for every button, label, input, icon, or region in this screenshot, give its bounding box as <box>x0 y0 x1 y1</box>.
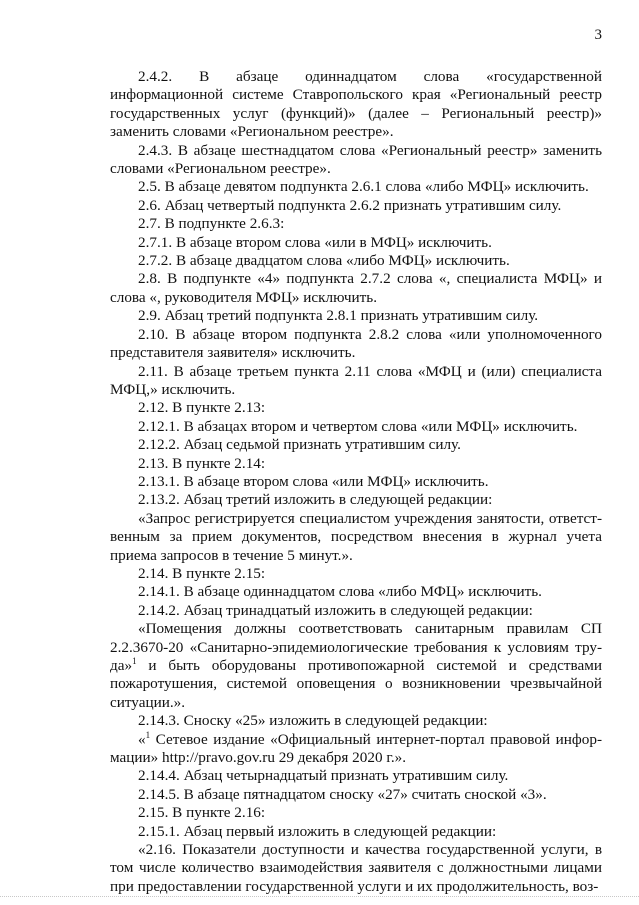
document-body <box>110 68 602 896</box>
paragraph-2-7-1: 2.7.1. В абзаце втором слова «или в МФЦ» исключить. <box>138 233 492 251</box>
paragraph-2-13: 2.13. В пункте 2.14: <box>138 454 266 472</box>
paragraph-2-7: 2.7. В подпункте 2.6.3: <box>138 215 285 233</box>
paragraph-2-12-1: 2.12.1. В абзацах втором и четвертом слова «или МФЦ» исключить. <box>138 417 578 435</box>
paragraph-2-15: 2.15. В пункте 2.16: <box>138 804 266 822</box>
paragraph-2-12-2: 2.12.2. Абзац седьмой признать утратившим силу. <box>138 436 461 454</box>
scan-edge-line <box>0 896 639 897</box>
paragraph-2-14: 2.14. В пункте 2.15: <box>138 564 266 582</box>
paragraph-2-11: 2.11. В абзаце третьем пункта 2.11 слова «МФЦ и (или) специалиста МФЦ,» исключить. <box>110 362 602 398</box>
paragraph-2-6: 2.6. Абзац четвертый подпункта 2.6.2 признать утратившим силу. <box>138 196 562 214</box>
premises-text-end: и быть оборудованы противопожарной системой и средствами пожаротушения, системой оповещения о возникновении чрезвычайной ситуации.». <box>110 657 602 711</box>
footnote-text: Сетевое издание «Официальный интернет-портал правовой информации» http://pravo.gov.ru 29 декабря 2020 г.». <box>110 730 602 767</box>
paragraph-2-4-3: 2.4.3. В абзаце шестнадцатом слова «Региональный реестр» заменить словами «Региональном реестре». <box>110 141 602 178</box>
paragraph-2-8: 2.8. В подпункте «4» подпункта 2.7.2 слова «, специалиста МФЦ» и слова «, руководителя МФЦ» исключить. <box>110 270 602 306</box>
paragraph-2-13-2: 2.13.2. Абзац третий изложить в следующей редакции: <box>138 491 493 509</box>
paragraph-2-15-1: 2.15.1. Абзац первый изложить в следующей редакции: <box>138 822 497 840</box>
footnote-quote-open: « <box>138 730 146 748</box>
paragraph-quote-request: «Запрос регистрируется специалистом учреждения занятости, ответственным за прием документов, посредством внесения в журнал учета приема запросов в течение 5 минут.». <box>110 509 602 564</box>
footnote-marker: 1 <box>145 729 151 740</box>
paragraph-2-13-1: 2.13.1. В абзаце втором слова «или МФЦ» исключить. <box>138 472 489 490</box>
paragraph-2-14-2: 2.14.2. Абзац тринадцатый изложить в следующей редакции: <box>138 601 533 619</box>
page-number: 3 <box>594 27 602 43</box>
paragraph-2-12: 2.12. В пункте 2.13: <box>138 399 266 417</box>
paragraph-quote-2-16: «2.16. Показатели доступности и качества государственной услуги, в том числе количество взаимодействия заявителя с должностными лицами при предоставлении государственной услуги и их продолжительность, воз- <box>110 841 602 895</box>
premises-text-start: «Помещения должны соответствовать санитарным правилам СП 2.2.3670-20 «Санитарно-эпидемиологические требования к условиям труда» <box>110 620 602 674</box>
paragraph-2-7-2: 2.7.2. В абзаце двадцатом слова «либо МФЦ» исключить. <box>138 252 510 270</box>
paragraph-quote-premises <box>110 620 602 712</box>
paragraph-2-5: 2.5. В абзаце девятом подпункта 2.6.1 слова «либо МФЦ» исключить. <box>138 178 589 196</box>
paragraph-2-4-2: 2.4.2. В абзаце одиннадцатом слова «государственной информационной системе Ставропольского края «Региональный реестр государственных услуг (функций)» (далее – Региональный реестр)» заменить словами «Региональном реестре». <box>110 68 602 141</box>
footnote-marker: 1 <box>132 655 137 666</box>
paragraph-2-9: 2.9. Абзац третий подпункта 2.8.1 признать утратившим силу. <box>138 307 539 325</box>
paragraph-2-14-1: 2.14.1. В абзаце одиннадцатом слова «либо МФЦ» исключить. <box>138 583 542 601</box>
paragraph-quote-footnote <box>110 731 602 768</box>
paragraph-2-14-5: 2.14.5. В абзаце пятнадцатом сноску «27» считать сноской «3». <box>138 785 547 803</box>
paragraph-2-14-4: 2.14.4. Абзац четырнадцатый признать утратившим силу. <box>138 767 509 785</box>
paragraph-2-10: 2.10. В абзаце втором подпункта 2.8.2 слова «или уполномоченного представителя заявителя» исключить. <box>110 325 602 362</box>
paragraph-2-14-3: 2.14.3. Сноску «25» изложить в следующей редакции: <box>138 712 488 730</box>
